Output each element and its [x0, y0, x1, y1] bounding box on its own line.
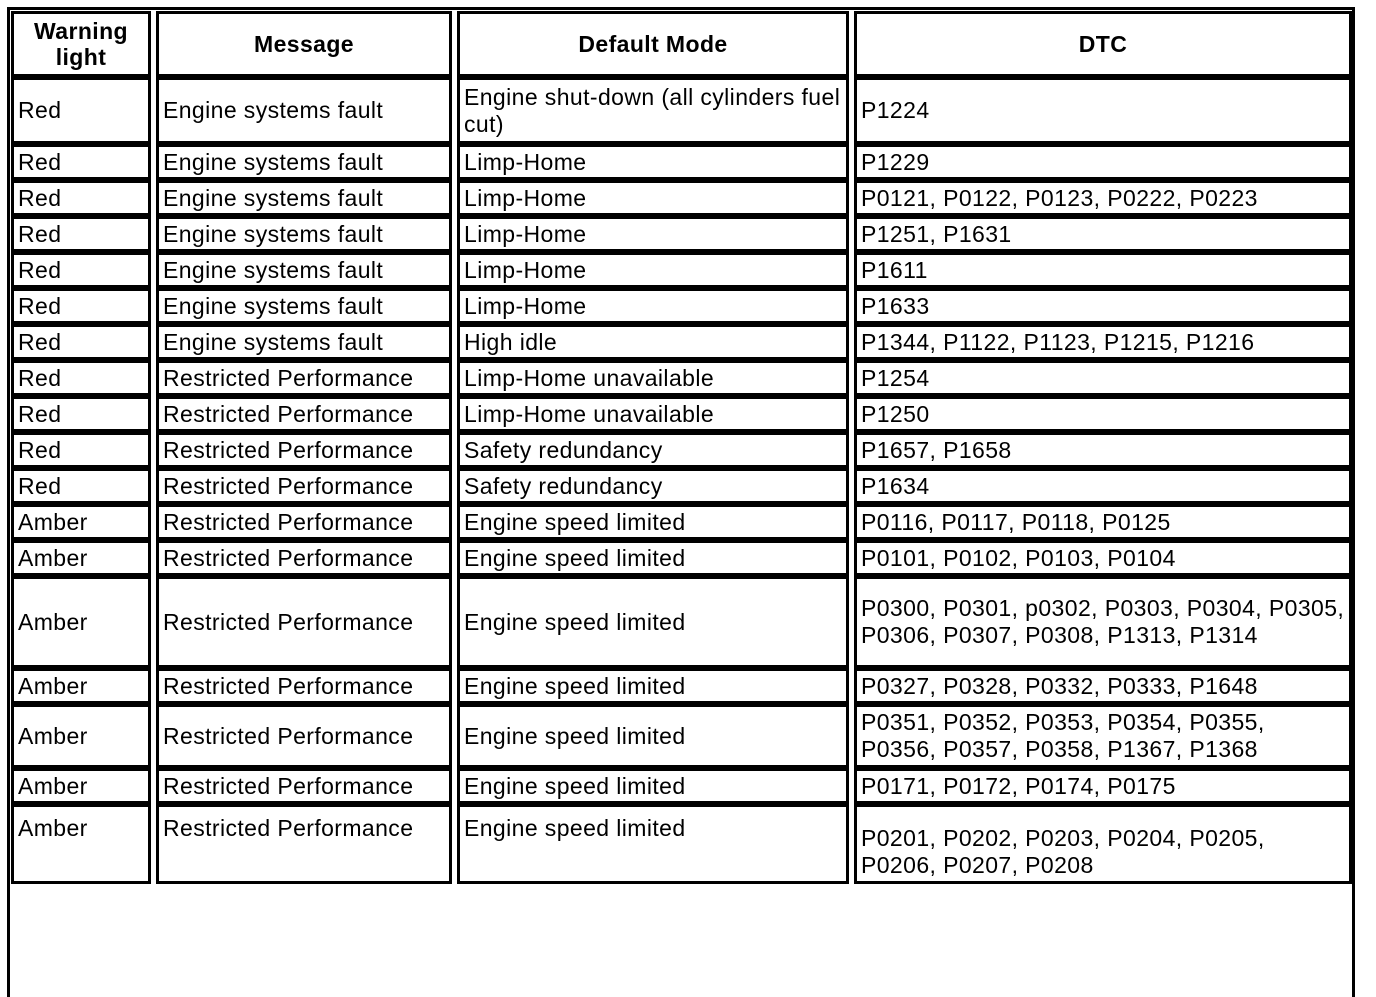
table-row	[11, 804, 1352, 884]
cell-warning-light: Red	[11, 324, 151, 360]
cell-dtc: P0121, P0122, P0123, P0222, P0223	[854, 180, 1352, 216]
cell-dtc: P1633	[854, 288, 1352, 324]
table-row	[11, 432, 1352, 468]
cell-warning-light: Red	[11, 252, 151, 288]
table-row	[11, 576, 1352, 668]
cell-dtc: P0351, P0352, P0353, P0354, P0355, P0356, P0357, P0358, P1367, P1368	[854, 704, 1352, 768]
cell-dtc: P0116, P0117, P0118, P0125	[854, 504, 1352, 540]
table-row	[11, 360, 1352, 396]
cell-message: Restricted Performance	[156, 804, 452, 884]
cell-message: Restricted Performance	[156, 540, 452, 576]
header-dtc: DTC	[854, 11, 1352, 77]
cell-warning-light: Red	[11, 216, 151, 252]
table-row	[11, 540, 1352, 576]
cell-dtc: P1634	[854, 468, 1352, 504]
cell-message: Engine systems fault	[156, 144, 452, 180]
table-row	[11, 468, 1352, 504]
cell-warning-light: Red	[11, 144, 151, 180]
cell-message: Engine systems fault	[156, 77, 452, 144]
cell-default-mode: Engine speed limited	[457, 576, 849, 668]
cell-default-mode: Limp-Home	[457, 144, 849, 180]
cell-dtc: P1344, P1122, P1123, P1215, P1216	[854, 324, 1352, 360]
cell-dtc: P0300, P0301, p0302, P0303, P0304, P0305, P0306, P0307, P0308, P1313, P1314	[854, 576, 1352, 668]
cell-default-mode: Limp-Home	[457, 216, 849, 252]
table-row	[11, 180, 1352, 216]
cell-dtc: P0201, P0202, P0203, P0204, P0205, P0206, P0207, P0208	[854, 804, 1352, 884]
cell-message: Restricted Performance	[156, 504, 452, 540]
cell-message: Restricted Performance	[156, 576, 452, 668]
cell-default-mode: Safety redundancy	[457, 468, 849, 504]
cell-warning-light: Red	[11, 468, 151, 504]
cell-message: Restricted Performance	[156, 704, 452, 768]
cell-warning-light: Amber	[11, 768, 151, 804]
cell-default-mode: High idle	[457, 324, 849, 360]
cell-dtc: P0327, P0328, P0332, P0333, P1648	[854, 668, 1352, 704]
cell-dtc: P1229	[854, 144, 1352, 180]
cell-message: Engine systems fault	[156, 252, 452, 288]
cell-dtc: P1251, P1631	[854, 216, 1352, 252]
cell-message: Restricted Performance	[156, 432, 452, 468]
cell-warning-light: Red	[11, 432, 151, 468]
cell-warning-light: Amber	[11, 704, 151, 768]
table-row	[11, 144, 1352, 180]
cell-dtc: P1254	[854, 360, 1352, 396]
cell-default-mode: Engine speed limited	[457, 704, 849, 768]
table-row	[11, 216, 1352, 252]
table-row	[11, 504, 1352, 540]
cell-default-mode: Engine speed limited	[457, 668, 849, 704]
cell-default-mode: Engine speed limited	[457, 804, 849, 884]
table-row	[11, 704, 1352, 768]
cell-warning-light: Amber	[11, 804, 151, 884]
cell-default-mode: Limp-Home unavailable	[457, 396, 849, 432]
cell-default-mode: Limp-Home	[457, 180, 849, 216]
cell-default-mode: Limp-Home	[457, 252, 849, 288]
cell-dtc: P0101, P0102, P0103, P0104	[854, 540, 1352, 576]
cell-message: Engine systems fault	[156, 180, 452, 216]
cell-dtc: P1657, P1658	[854, 432, 1352, 468]
table-row	[11, 768, 1352, 804]
cell-message: Engine systems fault	[156, 216, 452, 252]
header-default-mode: Default Mode	[457, 11, 849, 77]
table-row	[11, 252, 1352, 288]
cell-message: Restricted Performance	[156, 768, 452, 804]
header-row	[11, 11, 1352, 77]
cell-default-mode: Engine speed limited	[457, 768, 849, 804]
cell-warning-light: Amber	[11, 540, 151, 576]
cell-default-mode: Limp-Home unavailable	[457, 360, 849, 396]
table-row	[11, 396, 1352, 432]
table-row	[11, 668, 1352, 704]
cell-dtc: P1611	[854, 252, 1352, 288]
cell-warning-light: Red	[11, 180, 151, 216]
table-row	[11, 288, 1352, 324]
cell-warning-light: Red	[11, 396, 151, 432]
header-message: Message	[156, 11, 452, 77]
cell-warning-light: Red	[11, 360, 151, 396]
cell-default-mode: Safety redundancy	[457, 432, 849, 468]
cell-message: Restricted Performance	[156, 396, 452, 432]
cell-default-mode: Engine speed limited	[457, 540, 849, 576]
cell-dtc: P0171, P0172, P0174, P0175	[854, 768, 1352, 804]
cell-warning-light: Red	[11, 77, 151, 144]
cell-message: Engine systems fault	[156, 288, 452, 324]
cell-default-mode: Limp-Home	[457, 288, 849, 324]
cell-warning-light: Amber	[11, 576, 151, 668]
cell-message: Engine systems fault	[156, 324, 452, 360]
cell-warning-light: Amber	[11, 668, 151, 704]
cell-default-mode: Engine shut-down (all cylinders fuel cut)	[457, 77, 849, 144]
cell-dtc: P1224	[854, 77, 1352, 144]
cell-warning-light: Amber	[11, 504, 151, 540]
cell-message: Restricted Performance	[156, 668, 452, 704]
dtc-table	[11, 11, 1352, 884]
header-warning-light: Warning light	[11, 11, 151, 77]
cell-message: Restricted Performance	[156, 468, 452, 504]
cell-dtc: P1250	[854, 396, 1352, 432]
cell-message: Restricted Performance	[156, 360, 452, 396]
cell-warning-light: Red	[11, 288, 151, 324]
table-row	[11, 324, 1352, 360]
cell-default-mode: Engine speed limited	[457, 504, 849, 540]
table-row	[11, 77, 1352, 144]
